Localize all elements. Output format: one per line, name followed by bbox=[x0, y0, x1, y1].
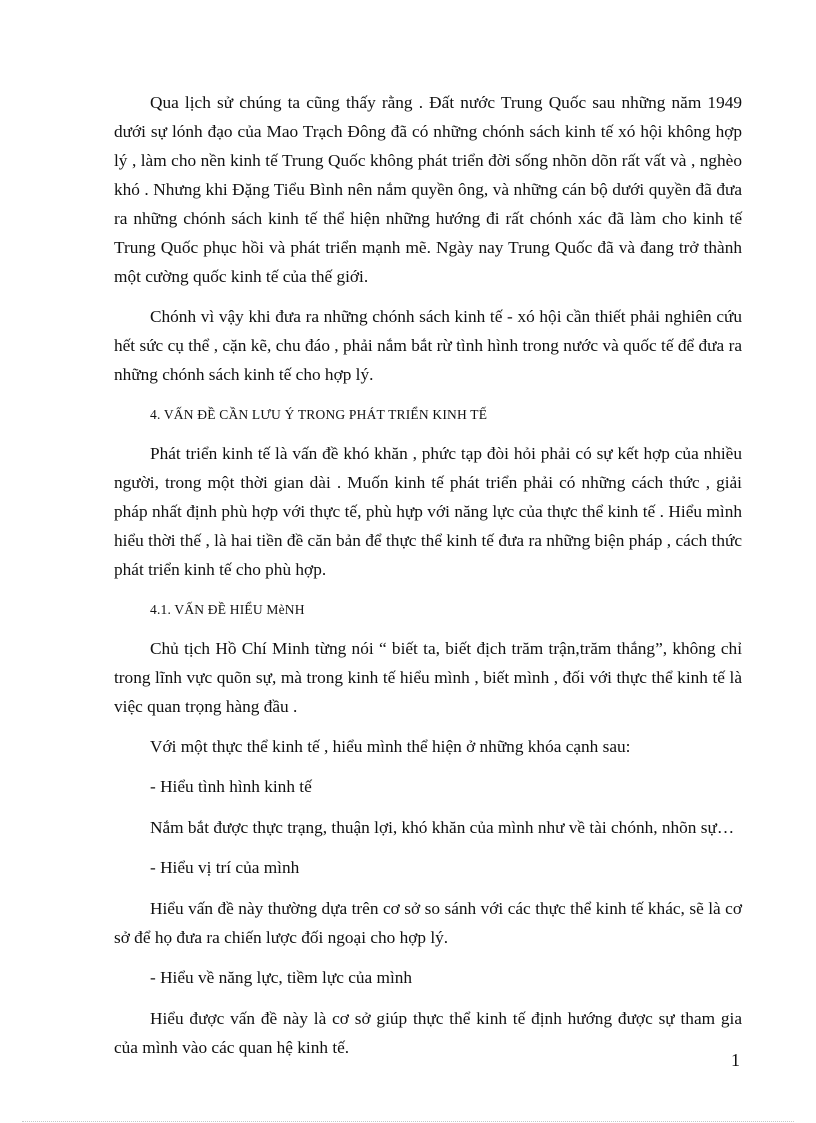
paragraph-capacity-potential: Hiểu được vấn đề này là cơ sở giúp thực thể kinh tế định hướng được sự tham gia của mình vào các quan hệ kinh tế. bbox=[114, 1009, 742, 1057]
page-number: 1 bbox=[731, 1050, 740, 1070]
bullet-capacity-potential: - Hiểu về năng lực, tiềm lực của mình bbox=[150, 968, 413, 987]
paragraph-self-understanding-aspects: Với một thực thể kinh tế , hiểu mình thể hiện ở những khóa cạnh sau: bbox=[150, 737, 631, 756]
bullet-economic-situation: - Hiểu tình hình kinh tế bbox=[150, 777, 312, 796]
paragraph-economic-situation: Nắm bắt được thực trạng, thuận lợi, khó khăn của mình như về tài chónh, nhõn sự… bbox=[150, 818, 735, 837]
section-heading-4: 4. VẤN ĐỀ CẦN LƯU Ý TRONG PHÁT TRIỂN KINH TẾ bbox=[150, 407, 488, 422]
footer-divider bbox=[22, 1121, 794, 1122]
paragraph-policy-research: Chónh vì vậy khi đưa ra những chónh sách kinh tế - xó hội cần thiết phải nghiên cứu hết sức cụ thể , cặn kẽ, chu đáo , phải nắm bắt rừ tình hình trong nước và quốc tế để đưa ra những chónh sách kinh tế cho hợp lý. bbox=[114, 307, 742, 384]
paragraph-own-position: Hiểu vấn đề này thường dựa trên cơ sở so sánh với các thực thể kinh tế khác, sẽ là cơ sở để họ đưa ra chiến lược đối ngoại cho hợp lý. bbox=[114, 899, 742, 947]
paragraph-ho-chi-minh-quote: Chủ tịch Hồ Chí Minh từng nói “ biết ta, biết địch trăm trận,trăm thắng”, không chỉ trong lĩnh vực quõn sự, mà trong kinh tế hiểu mình , biết mình , đối với thực thể kinh tế là việc quan trọng hàng đầu . bbox=[114, 639, 742, 716]
paragraph-china-history: Qua lịch sử chúng ta cũng thấy rằng . Đất nước Trung Quốc sau những năm 1949 dưới sự lónh đạo của Mao Trạch Đông đã có những chónh sách kinh tế xó hội không hợp lý , làm cho nền kinh tế Trung Quốc không phát triển đời sống nhõn dõn rất vất và , nghèo khó . Nhưng khi Đặng Tiểu Bình nên nắm quyền ông, và những cán bộ dưới quyền đã đưa ra những chónh sách kinh tế thể hiện những hướng đi rất chónh xác đã làm cho kinh tế Trung Quốc phục hồi và phát triển mạnh mẽ. Ngày nay Trung Quốc đã và đang trở thành một cường quốc kinh tế của thế giới. bbox=[114, 93, 742, 286]
paragraph-development-issues: Phát triển kinh tế là vấn đề khó khăn , phức tạp đòi hỏi phải có sự kết hợp của nhiều người, trong một thời gian dài . Muốn kinh tế phát triển phải có những cách thức , giải pháp nhất định phù hợp với thực tế, phù hựp với năng lực của thực thể kinh tế . Hiểu mình hiểu thời thế , là hai tiền đề căn bản để thực thể kinh tế đưa ra những biện pháp , cách thức phát triển kinh tế cho phù hợp. bbox=[114, 444, 742, 579]
bullet-own-position: - Hiểu vị trí của mình bbox=[150, 858, 300, 877]
document-body bbox=[114, 88, 742, 1073]
section-heading-4-1: 4.1. VẤN ĐỀ HIỂU MèNH bbox=[150, 602, 305, 617]
